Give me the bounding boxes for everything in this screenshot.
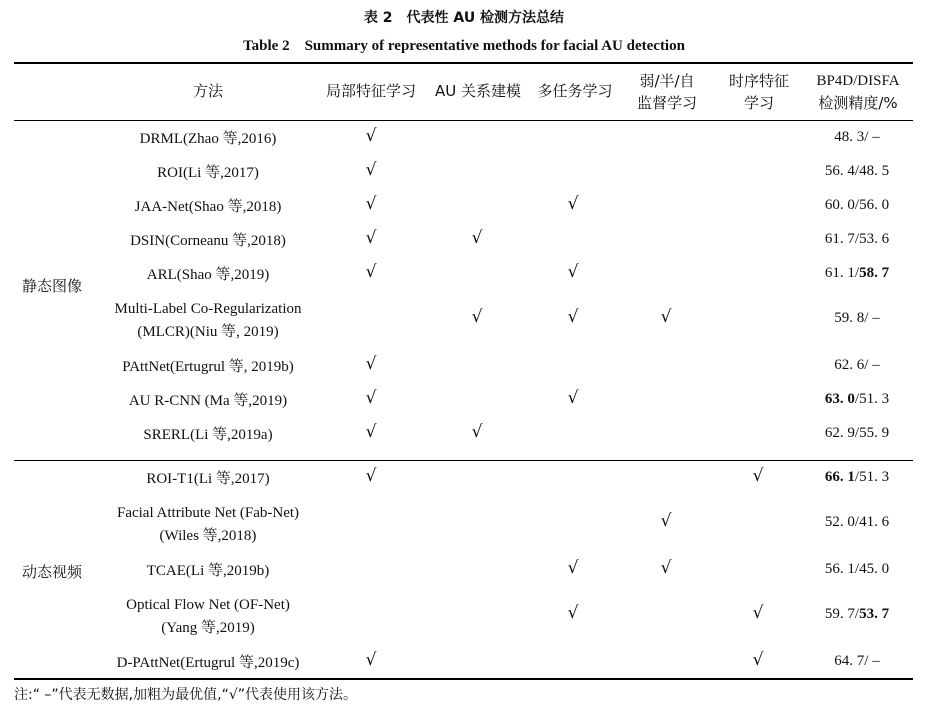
method-name xyxy=(70,594,346,640)
accuracy-bp4d: 56. 4 xyxy=(824,163,855,179)
check-mark: √ xyxy=(567,307,579,327)
accuracy-bp4d: 60. 0 xyxy=(824,197,855,213)
accuracy-disfa: 51. 3 xyxy=(859,391,890,407)
check-mark: √ xyxy=(567,603,579,623)
method-name xyxy=(70,264,346,287)
method-name-line1: JAA-Net(Shao 等,2018) xyxy=(134,199,282,215)
method-name xyxy=(70,128,346,151)
group-label-static: 静态图像 xyxy=(22,277,83,295)
method-name-line1: SRERL(Li 等,2019a) xyxy=(143,427,273,443)
table-row xyxy=(0,422,928,456)
method-name-line1: ROI(Li 等,2017) xyxy=(157,165,259,181)
accuracy-disfa: 48. 5 xyxy=(859,163,890,179)
accuracy-disfa: 55. 9 xyxy=(859,425,890,441)
accuracy-disfa: 51. 3 xyxy=(859,469,890,485)
accuracy-bp4d: 48. 3 xyxy=(834,129,865,145)
table-row xyxy=(0,160,928,194)
check-mark: √ xyxy=(567,194,579,214)
check-mark: √ xyxy=(365,354,377,374)
table-row xyxy=(0,262,928,296)
group-label-dynamic: 动态视频 xyxy=(22,563,83,581)
header-accuracy xyxy=(798,70,918,114)
accuracy-disfa: 53. 6 xyxy=(859,231,890,247)
accuracy-separator: / xyxy=(864,129,869,145)
check-mark: √ xyxy=(471,307,483,327)
check-mark: √ xyxy=(365,422,377,442)
accuracy-disfa: – xyxy=(868,310,880,326)
method-name-line1: PAttNet(Ertugrul 等, 2019b) xyxy=(122,359,294,375)
top-rule xyxy=(14,62,913,64)
header-accuracy-line2: 检测精度/% xyxy=(818,94,898,112)
accuracy-disfa: 45. 0 xyxy=(859,561,890,577)
accuracy-disfa: 53. 7 xyxy=(859,606,890,622)
table-caption-en: Table 2 Summary of representative methods for facial AU detection xyxy=(243,38,685,54)
table-caption-zh: 表 2 代表性 AU 检测方法总结 xyxy=(363,10,565,26)
check-mark: √ xyxy=(660,558,672,578)
check-mark: √ xyxy=(567,262,579,282)
header-accuracy-line1: BP4D/DISFA xyxy=(816,73,900,89)
accuracy-separator: / xyxy=(854,514,860,530)
method-name xyxy=(70,468,346,491)
accuracy-bp4d: 59. 7 xyxy=(824,606,855,622)
check-mark: √ xyxy=(365,262,377,282)
accuracy-value xyxy=(808,357,906,374)
method-name-line1: AU R-CNN (Ma 等,2019) xyxy=(128,393,288,409)
check-mark: √ xyxy=(365,228,377,248)
accuracy-value xyxy=(808,163,906,180)
method-name-line2: (Yang 等,2019) xyxy=(161,620,255,636)
group-separator-rule xyxy=(14,460,913,461)
header-weak-line1: 弱/半/自 xyxy=(639,72,695,90)
accuracy-value xyxy=(808,469,906,486)
accuracy-bp4d: 61. 1 xyxy=(824,265,855,281)
accuracy-separator: / xyxy=(864,310,869,326)
accuracy-disfa: 56. 0 xyxy=(859,197,890,213)
accuracy-bp4d: 56. 1 xyxy=(824,561,855,577)
method-name-line1: D-PAttNet(Ertugrul 等,2019c) xyxy=(116,655,300,671)
accuracy-value xyxy=(808,561,906,578)
accuracy-separator: / xyxy=(854,606,860,622)
accuracy-bp4d: 59. 8 xyxy=(834,310,865,326)
method-name-line1: Optical Flow Net (OF-Net) xyxy=(126,597,290,613)
accuracy-separator: / xyxy=(854,265,860,281)
check-mark: √ xyxy=(365,388,377,408)
accuracy-value xyxy=(808,425,906,442)
header-weak-line2: 监督学习 xyxy=(636,94,697,112)
header-au-relation: AU 关系建模 xyxy=(434,82,521,100)
header-weak-supervision xyxy=(624,70,710,114)
header-multitask: 多任务学习 xyxy=(537,82,613,100)
method-name-line1: ROI-T1(Li 等,2017) xyxy=(146,471,270,487)
accuracy-disfa: – xyxy=(868,653,880,669)
accuracy-disfa: – xyxy=(868,129,880,145)
accuracy-separator: / xyxy=(854,163,860,179)
accuracy-disfa: – xyxy=(868,357,880,373)
accuracy-separator: / xyxy=(854,561,860,577)
method-name xyxy=(70,502,346,548)
table-row xyxy=(0,194,928,228)
method-name xyxy=(70,356,346,379)
accuracy-value xyxy=(808,231,906,248)
method-name xyxy=(70,196,346,219)
accuracy-separator: / xyxy=(854,469,860,485)
method-name xyxy=(70,424,346,447)
check-mark: √ xyxy=(471,228,483,248)
method-name-line2: (MLCR)(Niu 等, 2019) xyxy=(137,324,279,340)
header-temporal-line2: 学习 xyxy=(743,94,774,112)
bottom-rule xyxy=(14,678,913,680)
check-mark: √ xyxy=(365,466,377,486)
check-mark: √ xyxy=(365,126,377,146)
accuracy-bp4d: 63. 0 xyxy=(824,391,855,407)
method-name xyxy=(70,298,346,344)
accuracy-bp4d: 61. 7 xyxy=(824,231,855,247)
table-row xyxy=(0,228,928,262)
accuracy-value xyxy=(808,129,906,146)
method-name-line1: TCAE(Li 等,2019b) xyxy=(146,563,270,579)
table-row xyxy=(0,126,928,160)
method-name xyxy=(70,162,346,185)
accuracy-value xyxy=(808,514,906,531)
check-mark: √ xyxy=(365,160,377,180)
accuracy-value xyxy=(808,310,906,327)
accuracy-bp4d: 62. 9 xyxy=(824,425,855,441)
accuracy-bp4d: 62. 6 xyxy=(834,357,865,373)
table-row xyxy=(0,500,928,558)
method-name xyxy=(70,560,346,583)
accuracy-separator: / xyxy=(854,197,860,213)
method-name-line2: (Wiles 等,2018) xyxy=(159,528,257,544)
table-row xyxy=(0,466,928,500)
check-mark: √ xyxy=(752,466,764,486)
accuracy-value xyxy=(808,265,906,282)
method-name xyxy=(70,230,346,253)
table-row xyxy=(0,592,928,650)
check-mark: √ xyxy=(365,194,377,214)
method-name xyxy=(70,652,346,675)
accuracy-separator: / xyxy=(864,357,869,373)
accuracy-separator: / xyxy=(854,425,860,441)
header-temporal xyxy=(716,70,802,114)
accuracy-value xyxy=(808,391,906,408)
accuracy-disfa: 41. 6 xyxy=(859,514,890,530)
accuracy-bp4d: 52. 0 xyxy=(824,514,855,530)
accuracy-bp4d: 66. 1 xyxy=(824,469,855,485)
method-name-line1: ARL(Shao 等,2019) xyxy=(146,267,270,283)
table-row xyxy=(0,354,928,388)
accuracy-separator: / xyxy=(854,231,860,247)
method-name-line1: DSIN(Corneanu 等,2018) xyxy=(130,233,286,249)
table-row xyxy=(0,296,928,354)
table-note: 注:“ –”代表无数据,加粗为最优值,“√”代表使用该方法。 xyxy=(14,687,357,703)
accuracy-separator: / xyxy=(864,653,869,669)
method-name-line1: Multi-Label Co-Regularization xyxy=(114,301,302,317)
header-rule xyxy=(14,120,913,121)
accuracy-disfa: 58. 7 xyxy=(859,265,890,281)
check-mark: √ xyxy=(660,307,672,327)
header-method: 方法 xyxy=(192,82,223,100)
header-local-feature: 局部特征学习 xyxy=(325,82,416,100)
accuracy-value xyxy=(808,197,906,214)
table-row xyxy=(0,558,928,592)
check-mark: √ xyxy=(567,388,579,408)
method-name xyxy=(70,390,346,413)
method-name-line1: Facial Attribute Net (Fab-Net) xyxy=(116,505,300,521)
check-mark: √ xyxy=(365,650,377,670)
accuracy-separator: / xyxy=(854,391,860,407)
check-mark: √ xyxy=(471,422,483,442)
check-mark: √ xyxy=(752,603,764,623)
table-row xyxy=(0,388,928,422)
check-mark: √ xyxy=(752,650,764,670)
method-name-line1: DRML(Zhao 等,2016) xyxy=(139,131,277,147)
header-temporal-line1: 时序特征 xyxy=(728,72,789,90)
accuracy-value xyxy=(808,653,906,670)
accuracy-value xyxy=(808,606,906,623)
accuracy-bp4d: 64. 7 xyxy=(834,653,865,669)
check-mark: √ xyxy=(567,558,579,578)
check-mark: √ xyxy=(660,511,672,531)
